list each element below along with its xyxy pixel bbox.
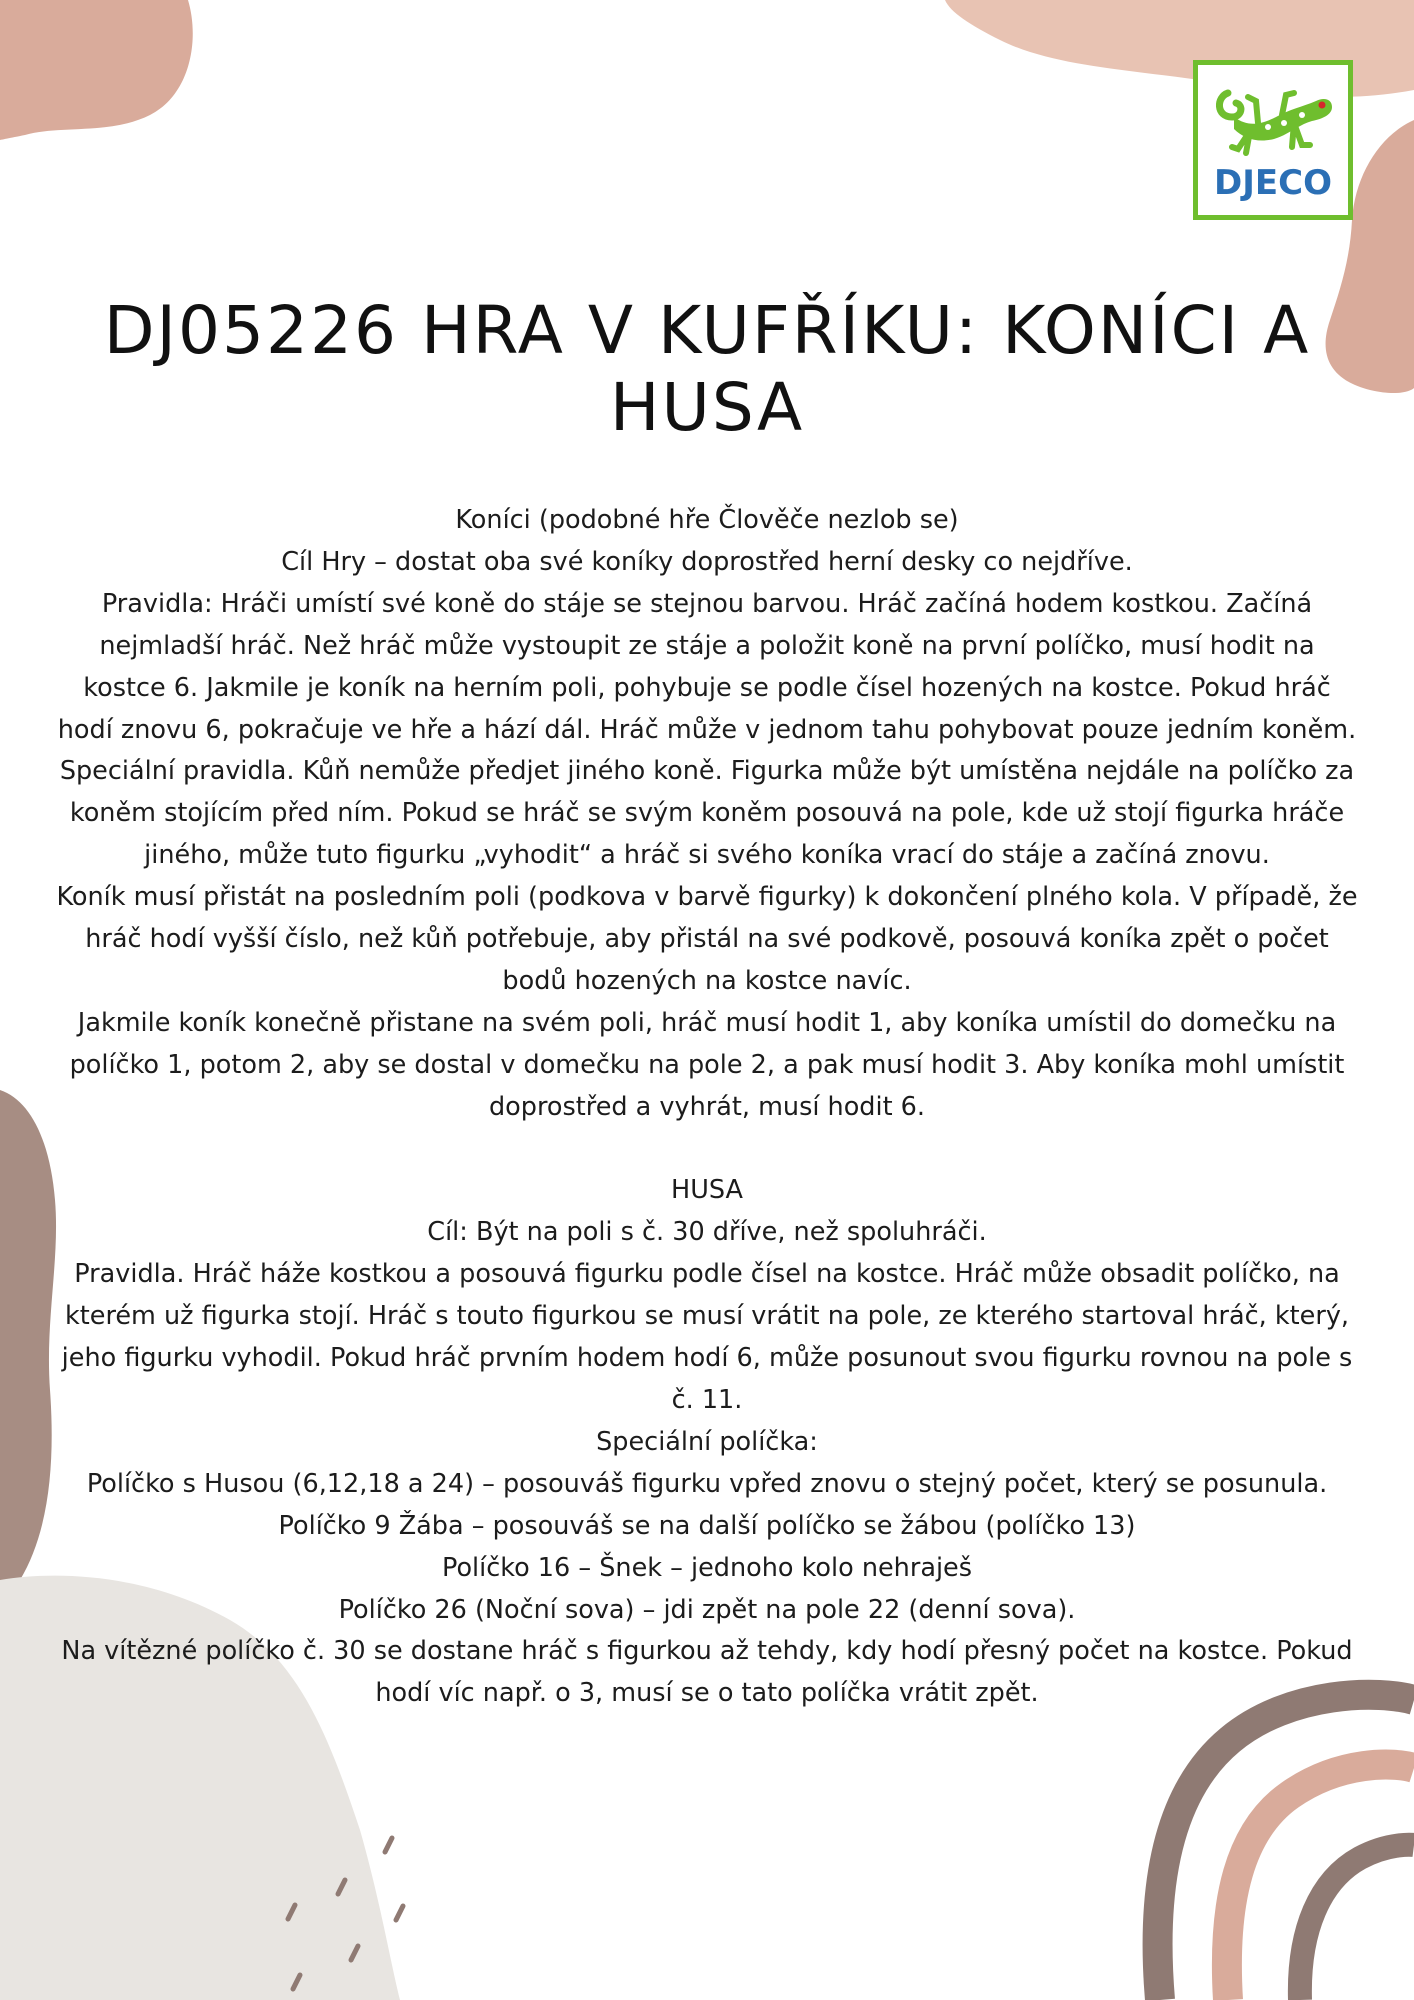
section-gap [55,1129,1359,1171]
rules-text [55,500,1359,1715]
husa-special-goose: Políčko s Husou (6,12,18 a 24) – posouváš figurku vpřed znovu o stejný počet, který se posunula. [86,1468,1328,1499]
djeco-logo [1193,60,1353,220]
konici-goal: Cíl Hry – dostat oba své koníky doprostřed herní desky co nejdříve. [281,546,1133,577]
konici-finish: Koník musí přistát na posledním poli (podkova v barvě figurky) k dokončení plného kola. V případě, že hráč hodí vyšší číslo, než kůň potřebuje, aby přistál na své podkově, posouvá koníka zpět o počet bodů hozených na kostce navíc. [56,882,1358,996]
logo-wordmark: DJECO [1214,163,1332,203]
konici-rules: Pravidla: Hráči umístí své koně do stáje se stejnou barvou. Hráč začíná hodem kostkou. Začíná nejmladší hráč. Než hráč může vystoupit ze stáje a položit koně na první políčko, musí hodit na kostce 6. Jakmile je koník na herním poli, pohybuje se podle čísel hozených na kostce. Pokud hráč hodí znovu 6, pokračuje ve hře a hází dál. Hráč může v jednom tahu pohybovat pouze jedním koněm. [57,588,1357,745]
husa-goal: Cíl: Být na poli s č. 30 dříve, než spoluhráči. [427,1217,987,1248]
husa-finish: Na vítězné políčko č. 30 se dostane hráč s figurkou až tehdy, kdy hodí přesný počet na kostce. Pokud hodí víc např. o 3, musí se o tato políčka vrátit zpět. [61,1636,1353,1709]
konici-special-rules: Speciální pravidla. Kůň nemůže předjet jiného koně. Figurka může být umístěna nejdále na políčko za koněm stojícím před ním. Pokud se hráč se svým koněm posouvá na pole, kde už stojí figurka hráče jiného, může tuto figurku „vyhodit“ a hráč si svého koníka vrací do stáje a začíná znovu. [59,756,1355,871]
page-title: DJ05226 HRA V KUFŘÍKU: KONÍCI A HUSA [103,292,1311,446]
konici-heading: Koníci (podobné hře Člověče nezlob se) [455,505,959,535]
blob-left-brown [0,1090,56,1605]
husa-rules: Pravidla. Hráč háže kostkou a posouvá figurku podle čísel na kostce. Hráč může obsadit políčko, na kterém už figurka stojí. Hráč s touto figurkou se musí vrátit na pole, ze kterého startoval hráč, který, jeho figurku vyhodil. Pokud hráč prvním hodem hodí 6, může posunout svou figurku rovnou na pole s č. 11. [61,1259,1353,1416]
husa-special-snail: Políčko 16 – Šnek – jednoho kolo nehraješ [441,1552,973,1583]
arch-inner [1300,1845,1414,2000]
blob-top-left [0,0,193,140]
konici-home: Jakmile koník konečně přistane na svém poli, hráč musí hodit 1, aby koníka umístil do domečku na políčko 1, potom 2, aby se dostal v domečku na pole 2, a pak musí hodit 3. Aby koníka mohl umístit doprostřed a vyhrát, musí hodit 6. [69,1007,1345,1122]
husa-heading: HUSA [671,1175,743,1206]
husa-special-frog: Políčko 9 Žába – posouváš se na další políčko se žábou (políčko 13) [278,1510,1136,1541]
husa-special-heading: Speciální políčka: [596,1426,818,1457]
husa-special-owl: Políčko 26 (Noční sova) – jdi zpět na pole 22 (denní sova). [338,1594,1076,1625]
